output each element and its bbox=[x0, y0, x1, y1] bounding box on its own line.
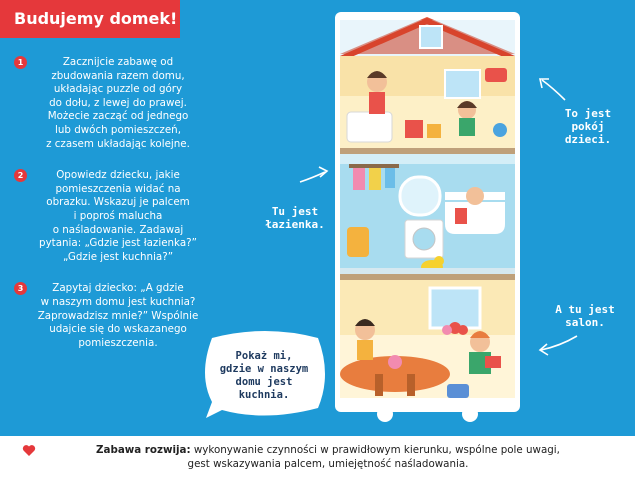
step-text-3: Zapytaj dziecko: „A gdzie w naszym domu jest kuchnia? Zaprowadzisz mnie?” Wspólnie udajcie się do wskazanego pomieszczenia. bbox=[37, 282, 199, 349]
footer-text bbox=[48, 443, 608, 471]
footer-skills-1: wykonywanie czynności w prawidłowym kierunku, wspólne pole uwagi, bbox=[190, 444, 560, 456]
footer-label: Zabawa rozwija: bbox=[96, 444, 191, 456]
note-kids-room: To jest pokój dzieci. bbox=[564, 107, 612, 146]
footer-skills-2: gest wskazywania palcem, umiejętność naśladowania. bbox=[187, 458, 469, 470]
house-illustration bbox=[335, 12, 520, 424]
step-number-2: 2 bbox=[14, 169, 27, 182]
step-number-1: 1 bbox=[14, 56, 27, 69]
note-living-room: A tu jest salon. bbox=[555, 303, 615, 329]
step-text-1: Zacznijcie zabawę od zbudowania razem domu, układając puzzle od góry do dołu, z lewej do prawej. Możecie zacząć od jednego lub dwóch pomieszczeń, z czasem układając kolejne. bbox=[46, 56, 190, 150]
note-bathroom: Tu jest łazienka. bbox=[265, 205, 325, 231]
speech-bubble-text: Pokaż mi, gdzie w naszym domu jest kuchnia. bbox=[219, 350, 309, 401]
step-text-2: Opowiedz dziecku, jakie pomieszczenia widać na obrazku. Wskazuj je palcem i poproś malucha o naśladowanie. Zadawaj pytania: „Gdzie jest łazienka?” „Gdzie jest kuchnia?” bbox=[39, 169, 197, 263]
heart-icon bbox=[22, 444, 36, 457]
step-number-3: 3 bbox=[14, 282, 27, 295]
page-title: Budujemy domek! bbox=[0, 0, 180, 38]
